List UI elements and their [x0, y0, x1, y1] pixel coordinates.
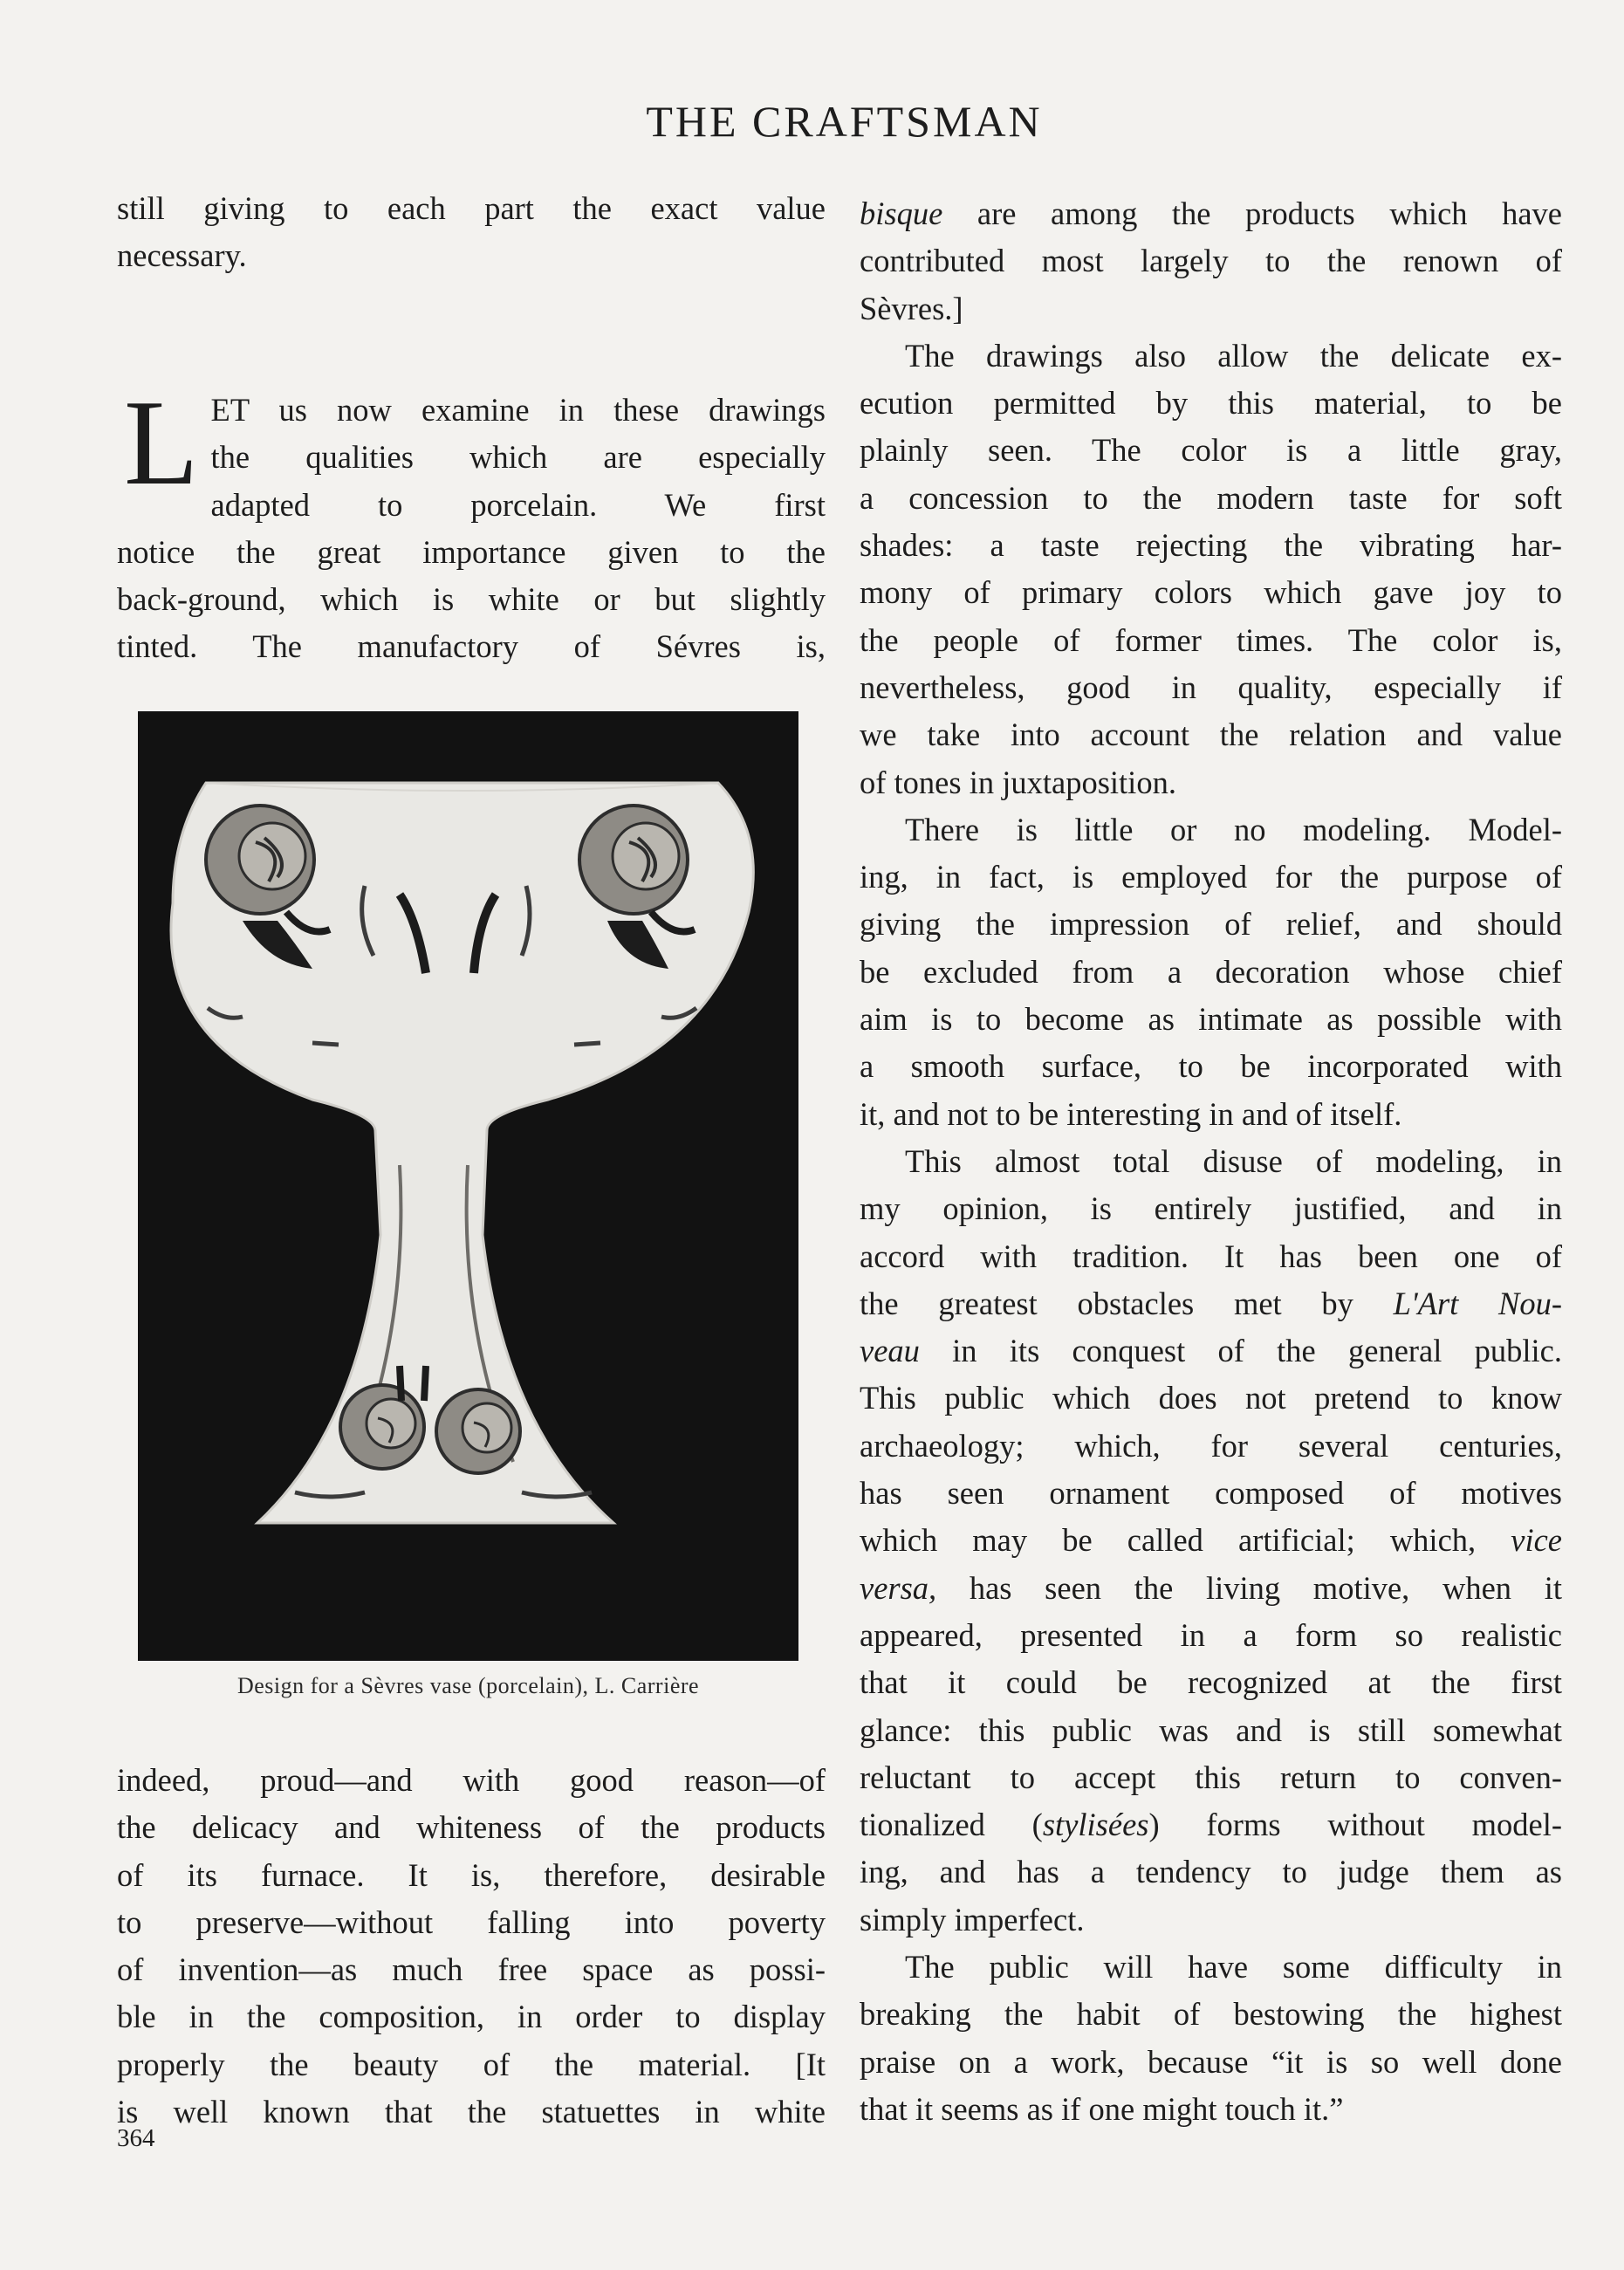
- left-continuation: [117, 1757, 826, 2136]
- text-line: of its furnace. It is, therefore, desirable: [117, 1856, 826, 1893]
- vase-drawing: [138, 711, 798, 1661]
- text-line: that it seems as if one might touch it.”: [860, 2090, 1344, 2127]
- paragraph-modeling: [860, 806, 1562, 1138]
- text-line: reluctant to accept this return to conven-: [860, 1759, 1562, 1795]
- text-line: adapted to porcelain. We first: [210, 486, 826, 523]
- text-line: the greatest obstacles met by L'Art Nou-: [860, 1285, 1562, 1321]
- text-line: accord with tradition. It has been one of: [860, 1238, 1562, 1274]
- text-line: Sèvres.]: [860, 290, 963, 326]
- text-line: ing, and has a tendency to judge them as: [860, 1854, 1562, 1890]
- text-line: indeed, proud—and with good reason—of: [117, 1762, 826, 1798]
- text-line: simply imperfect.: [860, 1901, 1085, 1937]
- rose-base-left: [340, 1385, 424, 1469]
- text-line: breaking the habit of bestowing the highest: [860, 1996, 1562, 2033]
- text-line: ble in the composition, in order to display: [117, 1999, 826, 2035]
- text-line: aim is to become as intimate as possible with: [860, 1001, 1562, 1038]
- text-line: contributed most largely to the renown of: [860, 243, 1562, 279]
- paragraph-drawings: [860, 333, 1562, 806]
- text-line: notice the great importance given to the: [117, 533, 826, 570]
- lead-paragraph: [117, 375, 826, 671]
- text-line: the people of former times. The color is,: [860, 621, 1562, 658]
- text-line: praise on a work, because “it is so well done: [860, 2043, 1562, 2080]
- text-line: it, and not to be interesting in and of itself.: [860, 1095, 1402, 1132]
- text-line: the delicacy and whiteness of the products: [117, 1809, 826, 1846]
- left-intro: [117, 185, 826, 280]
- text-line: has seen ornament composed of motives: [860, 1475, 1562, 1512]
- paragraph-bisque: [860, 190, 1562, 333]
- text-line: appeared, presented in a form so realistic: [860, 1616, 1562, 1653]
- rose-base-right: [436, 1389, 520, 1473]
- running-header: THE CRAFTSMAN: [646, 97, 1043, 146]
- page-number: 364: [117, 2124, 155, 2152]
- text-line: to preserve—without falling into poverty: [117, 1903, 826, 1940]
- text-line: back-ground, which is white or but slightly: [117, 581, 826, 618]
- paragraph-public: [860, 1944, 1562, 2133]
- text-line: mony of primary colors which gave joy to: [860, 574, 1562, 611]
- text-line: bisque are among the products which have: [860, 195, 1562, 231]
- text-line: shades: a taste rejecting the vibrating har-: [860, 527, 1562, 564]
- text-line: of invention—as much free space as possi-: [117, 1951, 826, 1988]
- text-line: nevertheless, good in quality, especially if: [860, 669, 1562, 705]
- text-line: be excluded from a decoration whose chief: [860, 953, 1562, 990]
- text-line: properly the beauty of the material. [It: [117, 2046, 826, 2082]
- text-line: a concession to the modern taste for soft: [860, 479, 1562, 516]
- text-line: glance: this public was and is still somewhat: [860, 1711, 1562, 1748]
- text-line: ecution permitted by this material, to be: [860, 385, 1562, 422]
- text-line: a smooth surface, to be incorporated with: [860, 1048, 1562, 1085]
- text-line: we take into account the relation and value: [860, 717, 1562, 753]
- drop-cap-initial: L: [124, 375, 199, 511]
- text-line: still giving to each part the exact value: [117, 190, 826, 226]
- text-line: The public will have some difficulty in: [905, 1948, 1562, 1985]
- text-line: giving the impression of relief, and should: [860, 906, 1562, 943]
- text-line: There is little or no modeling. Model-: [905, 811, 1562, 847]
- figure-caption: Design for a Sèvres vase (porcelain), L. Carrière: [236, 1673, 700, 1698]
- text-line: which may be called artificial; which, vice: [860, 1522, 1562, 1559]
- right-column: [860, 190, 1562, 2133]
- text-line: my opinion, is entirely justified, and in: [860, 1190, 1562, 1227]
- text-line: is well known that the statuettes in white: [117, 2094, 826, 2130]
- text-line: the qualities which are especially: [210, 439, 826, 476]
- paragraph-disuse: [860, 1138, 1562, 1944]
- text-line: The drawings also allow the delicate ex-: [905, 337, 1562, 374]
- text-line: veau in its conquest of the general public.: [860, 1333, 1562, 1369]
- text-line: tionalized (stylisées) forms without model-: [860, 1807, 1562, 1843]
- text-line: versa, has seen the living motive, when it: [860, 1569, 1562, 1606]
- text-line: ET us now examine in these drawings: [210, 392, 826, 428]
- text-line: of tones in juxtaposition.: [860, 764, 1176, 800]
- text-line: tinted. The manufactory of Sévres is,: [117, 628, 826, 665]
- text-line: plainly seen. The color is a little gray,: [860, 432, 1562, 469]
- text-line: archaeology; which, for several centuries,: [860, 1427, 1562, 1464]
- vase-illustration: [138, 711, 798, 1661]
- text-line: necessary.: [117, 237, 247, 274]
- text-line: This public which does not pretend to know: [860, 1380, 1562, 1416]
- text-line: that it could be recognized at the first: [860, 1664, 1562, 1701]
- text-line: ing, in fact, is employed for the purpose of: [860, 859, 1562, 895]
- text-line: This almost total disuse of modeling, in: [905, 1142, 1562, 1179]
